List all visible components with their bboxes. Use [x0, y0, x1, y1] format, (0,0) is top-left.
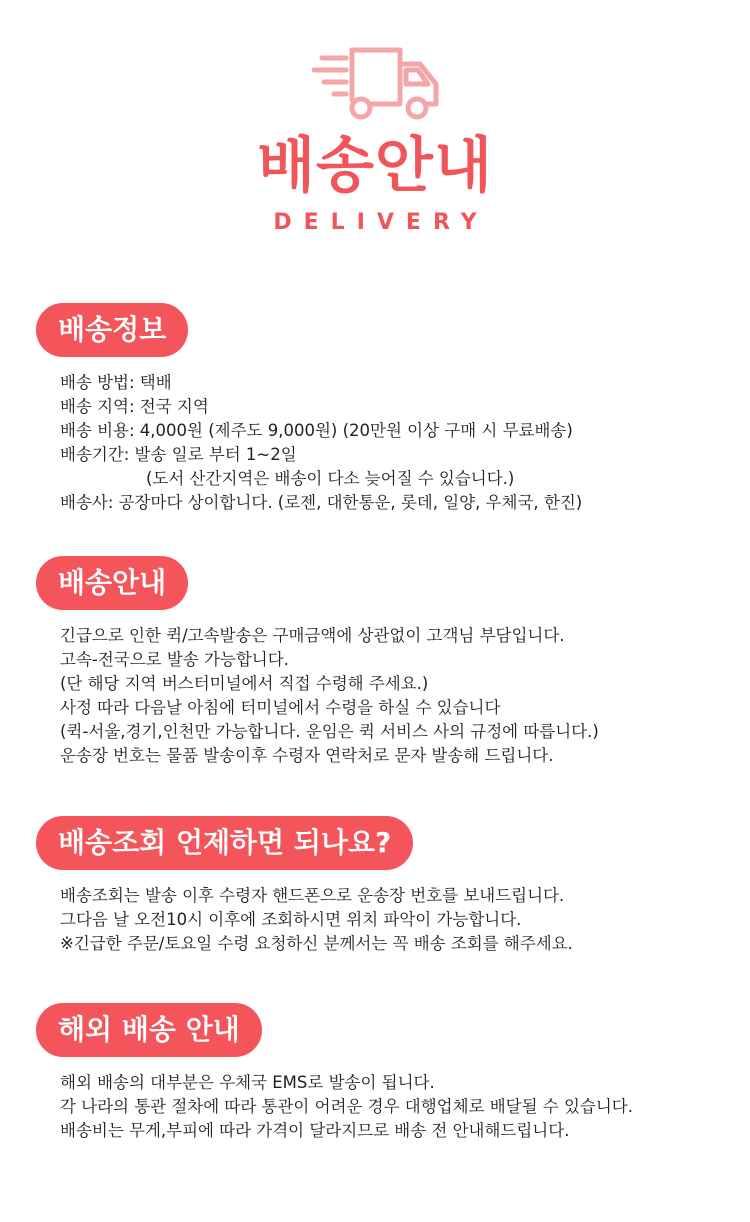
delivery-truck-icon	[312, 44, 442, 122]
text-line: ※긴급한 주문/토요일 수령 요청하신 분께서는 꼭 배송 조회를 해주세요.	[60, 934, 573, 953]
text-line: 배송 지역: 전국 지역	[60, 397, 209, 416]
section-lines	[60, 371, 736, 515]
section-overseas-shipping	[36, 1003, 736, 1143]
text-line: 각 나라의 통관 절차에 따라 통관이 어려운 경우 대행업체로 배달될 수 있습니다.	[60, 1097, 633, 1116]
text-line: 운송장 번호는 물품 발송이후 수령자 연락처로 문자 발송해 드립니다.	[60, 746, 554, 765]
text-line: 배송 비용: 4,000원 (제주도 9,000원) (20만원 이상 구매 시 무료배송)	[60, 421, 573, 440]
text-line: 배송사: 공장마다 상이합니다. (로젠, 대한통운, 롯데, 일양, 우체국, 한진)	[60, 493, 583, 512]
section-tracking-faq	[36, 816, 736, 956]
section-lines	[60, 884, 736, 956]
page-header	[0, 0, 750, 250]
text-line: 긴급으로 인한 퀵/고속발송은 구매금액에 상관없이 고객님 부담입니다.	[60, 626, 565, 645]
text-line: 배송조회는 발송 이후 수령자 핸드폰으로 운송장 번호를 보내드립니다.	[60, 886, 565, 905]
section-heading: 배송정보	[36, 303, 188, 357]
section-lines	[60, 1071, 736, 1143]
text-line: (단 해당 지역 버스터미널에서 직접 수령해 주세요.)	[60, 674, 429, 693]
section-shipping-guide	[36, 556, 736, 768]
text-line: (도서 산간지역은 배송이 다소 늦어질 수 있습니다.)	[146, 469, 515, 488]
text-line: 고속-전국으로 발송 가능합니다.	[60, 650, 289, 669]
section-heading: 배송안내	[36, 556, 188, 610]
text-line: 배송비는 무게,부피에 따라 가격이 달라지므로 배송 전 안내해드립니다.	[60, 1121, 570, 1140]
text-line: 사정 따라 다음날 아침에 터미널에서 수령을 하실 수 있습니다	[60, 698, 501, 717]
page-subtitle: DELIVERY	[273, 210, 489, 235]
page-title: 배송안내	[257, 131, 493, 201]
text-line: 해외 배송의 대부분은 우체국 EMS로 발송이 됩니다.	[60, 1073, 435, 1092]
section-shipping-info	[36, 303, 736, 515]
text-line: 배송기간: 발송 일로 부터 1~2일	[60, 445, 297, 464]
text-line: (퀵-서울,경기,인천만 가능합니다. 운임은 퀵 서비스 사의 규정에 따릅니다.)	[60, 722, 599, 741]
section-heading: 배송조회 언제하면 되나요?	[36, 816, 413, 870]
text-line: 그다음 날 오전10시 이후에 조회하시면 위치 파악이 가능합니다.	[60, 910, 522, 929]
section-lines	[60, 624, 736, 768]
text-line: 배송 방법: 택배	[60, 373, 172, 392]
section-heading: 해외 배송 안내	[36, 1003, 262, 1057]
